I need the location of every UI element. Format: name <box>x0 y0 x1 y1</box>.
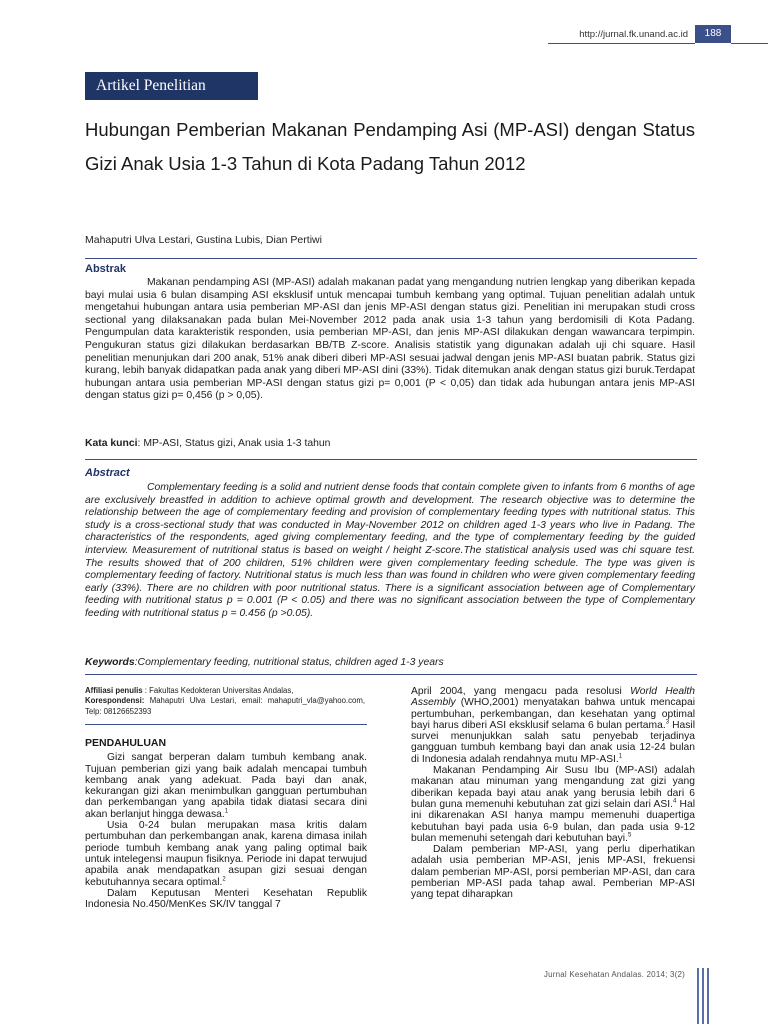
header-rule-right <box>731 43 768 44</box>
right-p1a: April 2004, yang mengacu pada resolusi <box>411 686 631 697</box>
abstrak-text: Makanan pendamping ASI (MP-ASI) adalah makanan padat yang mengandung nutrien lengkap yang diberikan kepada bayi mulai usia 6 bulan disamping ASI eksklusif untuk mencapai tumbuh kembang yang optimal. Tujuan penelitian adalah untuk mengetahui hubungan antara usia pemberian MP-ASI dan jenis MP-ASI dengan status gizi. Penelitian ini merupakan studi cross sectional yang dilaksanakan pada bulan Mei-November 2012 pada anak usia 1-3 tahun yang berdomisili di Kota Padang. Pengumpulan data karakteristik responden, usia pemberian MP-ASI, dan jenis MP-ASI dilakukan dengan wawancara terpimpin. Pengukuran status gizi dilakukan berdasarkan BB/TB Z-score. Analisis statistik yang digunakan adalah uji chi square. Hasil penelitian menunjukan dari 200 anak, 51% anak diberi diberi MP-ASI sesuai jadwal dengan jenis MP-ASI buatan pabrik. Status gizi kurang, lebih banyak didapatkan pada anak yang diberi MP-ASI dini (33%). Tidak ditemukan anak dengan status gizi buruk.Terdapat hubungan antara usia pemberian MP-ASI dengan status gizi p= 0,001 (P < 0,05) dan tidak ada hubungan antara jenis MP-ASI dengan status gizi p= 0,456 (p > 0,05). <box>85 277 695 402</box>
right-p1b: (WHO,2001) menyatakan bahwa untuk mencapai pertumbuhan, perkembangan, dan kesehatan yang optimal bayi harus diberi ASI eksklusif selama 6 bulan pertama. <box>411 697 695 731</box>
correspondence-label: Korespondensi: <box>85 696 145 706</box>
citation-ref: 1 <box>618 753 623 760</box>
footer-bar <box>707 968 709 1024</box>
section-divider <box>85 459 697 460</box>
intro-paragraph <box>85 888 367 911</box>
affiliation-label: Affiliasi penulis <box>85 686 143 695</box>
right-p1-italic: World Health Assembly <box>411 686 696 709</box>
citation-ref: 2 <box>222 876 226 883</box>
keywords-text-en: :Complementary feeding, nutritional status, children aged 1-3 years <box>134 657 444 668</box>
journal-url[interactable]: http://jurnal.fk.unand.ac.id <box>579 29 688 40</box>
author-list: Mahaputri Ulva Lestari, Gustina Lubis, Dian Pertiwi <box>85 234 322 246</box>
affiliation-block <box>85 686 365 717</box>
citation-ref: 4 <box>673 798 677 805</box>
journal-footer: Jurnal Kesehatan Andalas. 2014; 3(2) <box>543 970 685 979</box>
intro-p1-text: Gizi sangat berperan dalam tumbuh kembang anak. Tujuan pemberian gizi yang baik adalah mencapai tumbuh kembang anak yang adekuat. Pada bayi dan anak, kekurangan gizi akan menimbulkan gangguan pertumbuhan dan perkembangan yang apabila tidak diatasi secara dini akan berlanjut hingga dewasa. <box>85 752 367 820</box>
citation-ref: 5 <box>627 832 632 839</box>
abstract-text: Complementary feeding is a solid and nutrient dense foods that contain complete given to infants from 6 months of age are exclusively breastfed in addition to achieve optimal growth and development. The research objective was to determine the relationship between the age of complementary feeding and provision of complementary feeding types with nutritional status. This study is a cross-sectional study that was conducted in May-November 2012 on children aged 1-3 years who live in Padang. The characteristics of the respondents, aged giving complementary feeding, and the type of complementary feeding by the guided interview. Measurement of nutritional status is based on weight / height Z-score.The statistical analysis used was chi square test. The results showed that of 200 children, 51% children were given complementary feeding schedule. The type was given is complementary feeding of factory. Nutritional status is much less than was found in children who were given complementary feeding early (33%). There are no children with poor nutritional status. There is a significant association between age of Complementary feeding with nutritional status p = 0.001 (P < 0.05) and there was no significant association between the type of Complementary feeding with nutritional status p = 0.456 (p >0.05). <box>85 482 695 619</box>
right-p2b: Hal ini dikarenakan ASI hanya mampu memenuhi duapertiga kebutuhan bayi pada usia 6-9 bulan, dan pada usia 9-12 bulan memenuhi setengah dari kebutuhan bayi. <box>411 798 696 844</box>
footer-bar <box>702 968 704 1024</box>
abstract-body <box>85 482 695 621</box>
abstrak-body <box>85 277 695 403</box>
abstract-keywords <box>85 656 695 669</box>
section-divider <box>85 674 697 675</box>
keywords-label-en: Keywords <box>85 657 135 668</box>
body-paragraph <box>411 844 695 900</box>
keywords-label: Kata kunci <box>85 438 138 449</box>
keywords-text: : MP-ASI, Status gizi, Anak usia 1-3 tahun <box>137 438 331 449</box>
abstract-heading: Abstract <box>85 467 130 479</box>
right-p3: Dalam pemberian MP-ASI, yang perlu diperhatikan adalah usia pemberian MP-ASI, jenis MP-ASI, frekuensi dalam pemberian MP-ASI, porsi pemberian MP-ASI, dan cara pemberian MP-ASI pada tahap awal. Pemberian MP-ASI yang tepat diharapkan <box>411 844 695 901</box>
footer-bar <box>697 968 699 1024</box>
intro-paragraph <box>85 820 367 888</box>
right-p2a: Makanan Pendamping Air Susu Ibu (MP-ASI) adalah makanan atau minuman yang mengandung zat gizi yang diberikan kepada bayi atau anak yang berusia lebih dari 6 bulan guna memenuhi kebutuhan zat gizi selain dari ASI. <box>411 765 695 810</box>
section-divider <box>85 258 697 259</box>
citation-ref: 1 <box>224 808 229 815</box>
body-left-column <box>85 738 367 910</box>
article-type-badge: Artikel Penelitian <box>85 72 258 100</box>
intro-p2-text: Usia 0-24 bulan merupakan masa kritis dalam pertumbuhan dan perkembangan anak, karena dimasa inilah periode tumbuh kembang anak yang paling optimal baik untuk intelegensi maupun fisiknya. Periode ini dapat terwujud apabila anak mendapatkan asupan gizi sesuai dengan kebutuhannya secara optimal. <box>85 820 367 888</box>
body-paragraph <box>411 686 695 765</box>
citation-ref: 3 <box>665 719 670 726</box>
affiliation-rule <box>85 724 367 725</box>
header-rule <box>548 43 695 44</box>
right-p1c: Hasil survei menunjukkan salah satu penyebab terjadinya gangguan tumbuh kembang bayi dan anak usia 12-24 bulan di Indonesia adalah rendahnya mutu MP-ASI. <box>411 719 695 765</box>
body-right-column <box>411 686 695 901</box>
page-number: 188 <box>695 25 731 43</box>
body-paragraph <box>411 765 695 844</box>
article-title: Hubungan Pemberian Makanan Pendamping Asi (MP-ASI) dengan Status Gizi Anak Usia 1-3 Tahun di Kota Padang Tahun 2012 <box>85 119 695 174</box>
abstrak-heading: Abstrak <box>85 263 126 275</box>
intro-heading: PENDAHULUAN <box>85 737 167 749</box>
affiliation-text: : Fakultas Kedokteran Universitas Andalas, <box>142 686 294 695</box>
abstrak-keywords <box>85 437 695 450</box>
correspondence-text: Mahaputri Ulva Lestari, email: mahaputri_vla@yahoo.com, Telp: 08126652393 <box>85 696 365 716</box>
intro-paragraph <box>85 752 367 820</box>
intro-p3-text: Dalam Keputusan Menteri Kesehatan Republik Indonesia No.450/MenKes SK/IV tanggal 7 <box>85 887 367 911</box>
